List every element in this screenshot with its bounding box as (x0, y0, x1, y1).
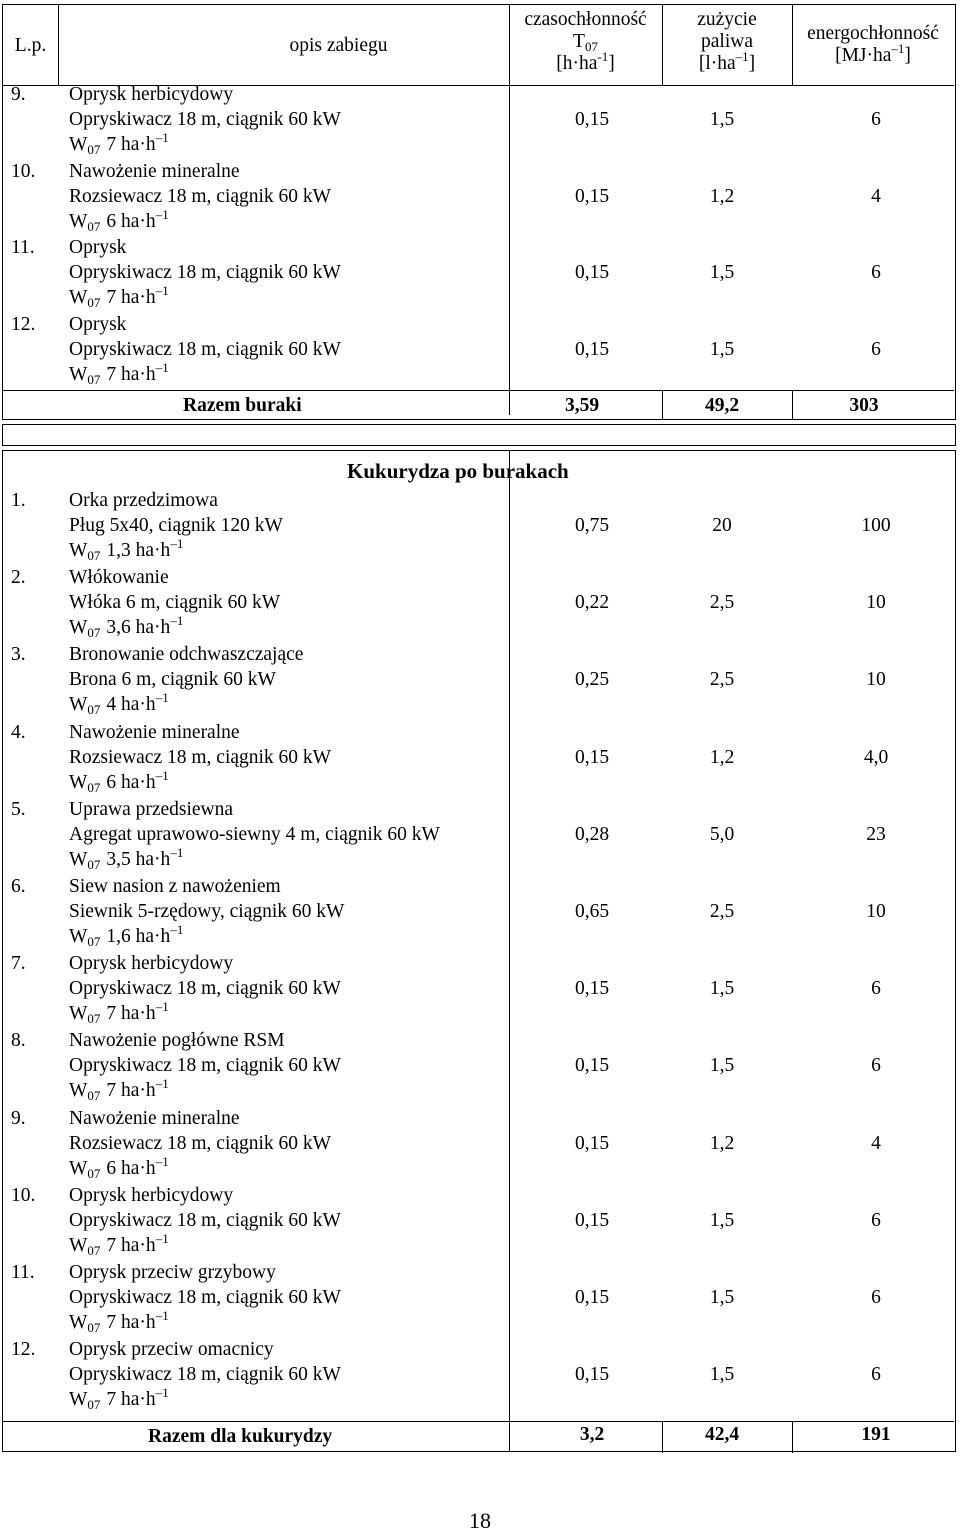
value-paliwo: 1,5 (709, 338, 735, 360)
row-number: 6. (11, 876, 26, 897)
operation-name: Nawożenie pogłówne RSM (69, 1030, 285, 1052)
operation-name: Oprysk (69, 313, 127, 335)
total-czas: 3,2 (579, 1424, 605, 1445)
operation-name: Nawożenie mineralne (69, 1107, 240, 1129)
operation-name: Oprysk herbicydowy (69, 1184, 234, 1206)
work-rate: $W_{07}$ 6 $ha\cdot h^{-1}$ (69, 767, 169, 795)
header-energochlonnosc: energochłonność $[MJ\cdot ha^{-1}]$ (807, 23, 939, 66)
separator-row (2, 424, 956, 446)
machine-description: Rozsiewacz 18 m, ciągnik 60 kW (69, 185, 332, 207)
machine-description: Opryskiwacz 18 m, ciągnik 60 kW (69, 1287, 341, 1308)
value-czas: 0,25 (574, 669, 610, 691)
total-czas: 3,59 (564, 395, 600, 416)
machine-description: Opryskiwacz 18 m, ciągnik 60 kW (69, 1364, 341, 1386)
row-number: 1. (11, 490, 26, 511)
value-czas: 0,15 (574, 1055, 610, 1077)
value-paliwo: 20 (712, 515, 732, 536)
value-paliwo: 1,5 (709, 1055, 735, 1077)
value-paliwo: 1,2 (709, 1132, 735, 1154)
value-czas: 0,15 (574, 1132, 610, 1154)
value-czas: 0,15 (574, 262, 610, 283)
operation-name: Włókowanie (69, 567, 169, 589)
machine-description: Włóka 6 m, ciągnik 60 kW (69, 592, 281, 614)
row-number: 8. (11, 1030, 26, 1052)
value-czas: 0,28 (574, 823, 610, 845)
work-rate: $W_{07}$ 3,5 $ha\cdot h^{-1}$ (69, 844, 184, 872)
work-rate: $W_{07}$ 4 $ha\cdot h^{-1}$ (69, 690, 169, 718)
value-paliwo: 5,0 (709, 823, 735, 845)
value-czas: 0,15 (574, 978, 610, 1000)
machine-description: Opryskiwacz 18 m, ciągnik 60 kW (69, 262, 341, 283)
value-paliwo: 2,5 (709, 669, 735, 691)
value-energia: 6 (871, 1055, 881, 1077)
machine-description: Opryskiwacz 18 m, ciągnik 60 kW (69, 978, 341, 1000)
value-paliwo: 1,5 (709, 1209, 735, 1231)
header-opis: opis zabiegu (289, 35, 388, 56)
value-paliwo: 1,5 (709, 109, 735, 130)
machine-description: Opryskiwacz 18 m, ciągnik 60 kW (69, 1055, 341, 1077)
row-number: 9. (11, 1107, 26, 1129)
work-rate: $W_{07}$ 1,6 $ha\cdot h^{-1}$ (69, 922, 184, 949)
col-divider (662, 1421, 663, 1453)
value-energia: 6 (871, 1209, 881, 1231)
value-paliwo: 1,2 (709, 746, 735, 768)
machine-description: Opryskiwacz 18 m, ciągnik 60 kW (69, 109, 341, 130)
operation-name: Oprysk (69, 237, 127, 258)
work-rate: $W_{07}$ 7 $ha\cdot h^{-1}$ (69, 283, 169, 310)
value-czas: 0,15 (574, 185, 610, 207)
table-kukurydza (2, 450, 956, 1452)
value-energia: 4 (871, 185, 881, 207)
operation-name: Orka przedzimowa (69, 490, 218, 511)
total-paliwo: 42,4 (704, 1424, 740, 1445)
row-number: 4. (11, 721, 26, 743)
operation-name: Bronowanie odchwaszczające (69, 644, 304, 666)
total-paliwo: 49,2 (704, 395, 740, 416)
work-rate: $W_{07}$ 1,3 $ha\cdot h^{-1}$ (69, 536, 184, 563)
value-paliwo: 1,5 (709, 978, 735, 1000)
work-rate: $W_{07}$ 7 $ha\cdot h^{-1}$ (69, 1385, 169, 1413)
section-title: Kukurydza po burakach (347, 459, 569, 483)
value-paliwo: 1,5 (709, 262, 735, 283)
value-czas: 0,75 (574, 515, 610, 536)
operation-name: Oprysk herbicydowy (69, 953, 234, 975)
work-rate: $W_{07}$ 6 $ha\cdot h^{-1}$ (69, 206, 169, 234)
row-number: 5. (11, 798, 26, 820)
machine-description: Siewnik 5-rzędowy, ciągnik 60 kW (69, 901, 345, 922)
value-czas: 0,15 (574, 1287, 610, 1308)
total-energia: 303 (849, 395, 879, 416)
value-czas: 0,15 (574, 109, 610, 130)
total-label: Razem dla kukurydzy (148, 1426, 333, 1447)
value-czas: 0,15 (574, 746, 610, 768)
work-rate: $W_{07}$ 3,6 $ha\cdot h^{-1}$ (69, 613, 184, 641)
row-number: 11. (11, 1262, 35, 1283)
row-number: 2. (11, 567, 26, 589)
col-divider (792, 1421, 793, 1453)
row-number: 3. (11, 644, 26, 666)
row-number: 12. (11, 313, 36, 335)
work-rate: $W_{07}$ 6 $ha\cdot h^{-1}$ (69, 1153, 169, 1181)
machine-description: Opryskiwacz 18 m, ciągnik 60 kW (69, 338, 341, 360)
value-energia: 10 (866, 592, 886, 614)
machine-description: Agregat uprawowo-siewny 4 m, ciągnik 60 kW (69, 823, 440, 845)
work-rate: $W_{07}$ 7 $ha\cdot h^{-1}$ (69, 999, 169, 1027)
value-energia: 6 (871, 109, 881, 130)
value-energia: 4,0 (863, 746, 889, 768)
operation-name: Oprysk przeciw grzybowy (69, 1262, 276, 1283)
value-energia: 10 (866, 901, 886, 922)
value-energia: 6 (871, 1287, 881, 1308)
work-rate: $W_{07}$ 7 $ha\cdot h^{-1}$ (69, 1076, 169, 1104)
row-number: 7. (11, 953, 26, 975)
value-paliwo: 1,5 (709, 1287, 735, 1308)
header-czasochlonnosc: czasochłonność $T_{07}$ $[h\cdot ha^{-1}]$ (524, 9, 647, 74)
work-rate: $W_{07}$ 7 $ha\cdot h^{-1}$ (69, 1308, 169, 1335)
total-divider (3, 390, 954, 391)
value-paliwo: 2,5 (709, 592, 735, 614)
machine-description: Brona 6 m, ciągnik 60 kW (69, 669, 276, 691)
value-czas: 0,15 (574, 1364, 610, 1386)
value-energia: 10 (866, 669, 886, 691)
value-energia: 23 (866, 823, 886, 845)
operation-name: Nawożenie mineralne (69, 721, 240, 743)
col-divider (509, 451, 510, 1451)
row-number: 11. (11, 237, 35, 258)
machine-description: Opryskiwacz 18 m, ciągnik 60 kW (69, 1209, 341, 1231)
col-divider (792, 390, 793, 420)
work-rate: $W_{07}$ 7 $ha\cdot h^{-1}$ (69, 1230, 169, 1258)
work-rate: $W_{07}$ 7 $ha\cdot h^{-1}$ (69, 359, 169, 387)
header-zuzycie-paliwa: zużycie paliwa $[l\cdot ha^{-1}]$ (697, 9, 757, 74)
value-czas: 0,22 (574, 592, 610, 614)
row-number: 10. (11, 160, 36, 182)
row-number: 12. (11, 1339, 36, 1361)
operation-name: Oprysk przeciw omacnicy (69, 1339, 274, 1361)
value-paliwo: 1,5 (709, 1364, 735, 1386)
operation-name: Oprysk herbicydowy (69, 84, 234, 105)
page-number: 18 (469, 1508, 491, 1533)
operation-name: Siew nasion z nawożeniem (69, 876, 281, 897)
value-energia: 6 (871, 978, 881, 1000)
value-energia: 6 (871, 262, 881, 283)
machine-description: Rozsiewacz 18 m, ciągnik 60 kW (69, 746, 332, 768)
value-czas: 0,15 (574, 1209, 610, 1231)
value-czas: 0,15 (574, 338, 610, 360)
machine-description: Pług 5x40, ciągnik 120 kW (69, 515, 283, 536)
header-lp: L.p. (14, 35, 47, 56)
total-label: Razem buraki (183, 395, 302, 416)
total-energia: 191 (861, 1424, 891, 1445)
work-rate: $W_{07}$ 7 $ha\cdot h^{-1}$ (69, 130, 169, 157)
value-energia: 6 (871, 1364, 881, 1386)
operation-name: Uprawa przedsiewna (69, 798, 234, 820)
col-divider (662, 390, 663, 420)
total-divider (3, 1421, 954, 1422)
machine-description: Rozsiewacz 18 m, ciągnik 60 kW (69, 1132, 332, 1154)
value-paliwo: 2,5 (709, 901, 735, 922)
row-number: 9. (11, 84, 26, 105)
value-paliwo: 1,2 (709, 185, 735, 207)
value-energia: 6 (871, 338, 881, 360)
value-energia: 4 (871, 1132, 881, 1154)
operation-name: Nawożenie mineralne (69, 160, 240, 182)
row-number: 10. (11, 1184, 36, 1206)
table-buraki (2, 4, 956, 420)
value-energia: 100 (861, 515, 891, 536)
value-czas: 0,65 (574, 901, 610, 922)
